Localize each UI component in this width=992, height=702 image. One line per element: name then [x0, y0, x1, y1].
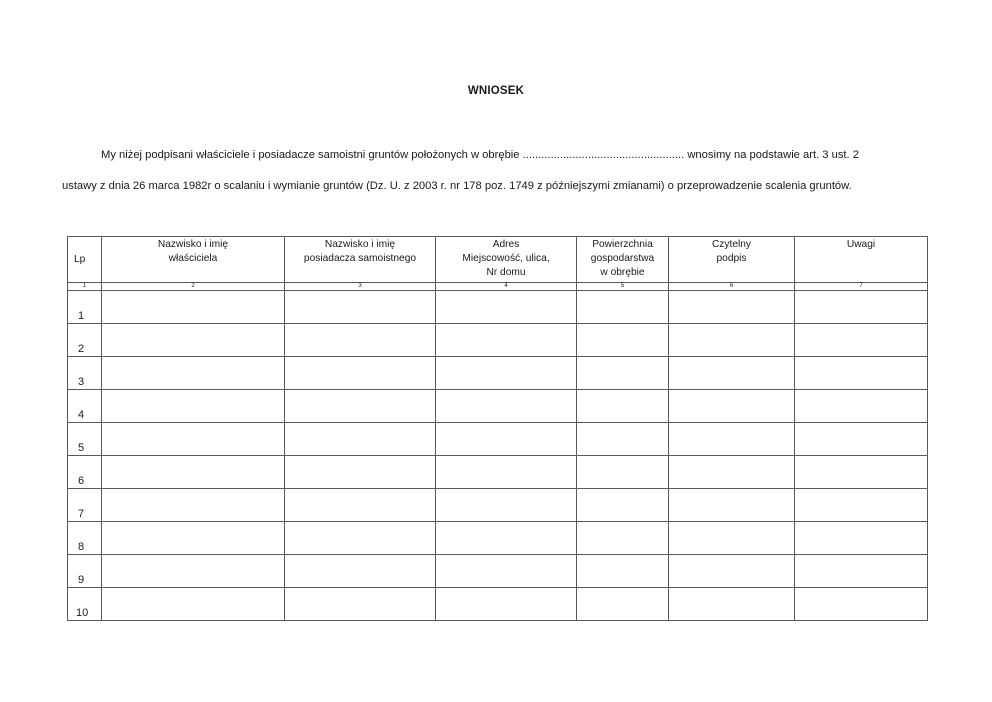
- notes-cell[interactable]: [795, 324, 928, 357]
- address-cell[interactable]: [436, 291, 577, 324]
- column-number-row: [68, 283, 928, 291]
- address-cell[interactable]: [436, 522, 577, 555]
- owner-name-cell[interactable]: [102, 489, 285, 522]
- signature-cell[interactable]: [669, 390, 795, 423]
- owner-name-cell[interactable]: [102, 423, 285, 456]
- column-number: 6: [669, 283, 795, 291]
- row-number: 8: [68, 522, 102, 555]
- header-notes-line1: Uwagi: [846, 239, 876, 250]
- area-cell[interactable]: [577, 456, 669, 489]
- table-row: [68, 357, 928, 390]
- table-row: [68, 555, 928, 588]
- signature-cell[interactable]: [669, 324, 795, 357]
- notes-cell[interactable]: [795, 588, 928, 621]
- signature-cell[interactable]: [669, 456, 795, 489]
- address-cell[interactable]: [436, 555, 577, 588]
- possessor-name-cell[interactable]: [285, 456, 436, 489]
- document-title: WNIOSEK: [467, 85, 525, 97]
- header-address-line3: Nr domu: [486, 267, 526, 278]
- signature-cell[interactable]: [669, 555, 795, 588]
- table-row: [68, 291, 928, 324]
- header-signature-line2: podpis: [716, 253, 747, 264]
- signature-cell[interactable]: [669, 291, 795, 324]
- row-number: 4: [68, 390, 102, 423]
- area-cell[interactable]: [577, 489, 669, 522]
- area-cell[interactable]: [577, 324, 669, 357]
- owner-name-cell[interactable]: [102, 555, 285, 588]
- address-cell[interactable]: [436, 456, 577, 489]
- header-area-line2: gospodarstwa: [590, 253, 655, 264]
- header-area-line3: w obrębie: [600, 267, 645, 278]
- table-row: [68, 522, 928, 555]
- possessor-name-cell[interactable]: [285, 423, 436, 456]
- owner-name-cell[interactable]: [102, 390, 285, 423]
- header-lp-label: Lp: [74, 254, 86, 265]
- area-cell[interactable]: [577, 522, 669, 555]
- row-number: 5: [68, 423, 102, 456]
- row-number: 3: [68, 357, 102, 390]
- header-address-line1: Adres: [492, 239, 520, 250]
- possessor-name-cell[interactable]: [285, 489, 436, 522]
- address-cell[interactable]: [436, 357, 577, 390]
- notes-cell[interactable]: [795, 522, 928, 555]
- column-number: 1: [68, 283, 102, 291]
- header-possessor-name-line2: posiadacza samoistnego: [303, 253, 417, 264]
- row-number: 1: [68, 291, 102, 324]
- signature-cell[interactable]: [669, 588, 795, 621]
- signature-cell[interactable]: [669, 423, 795, 456]
- area-cell[interactable]: [577, 423, 669, 456]
- column-number: 7: [795, 283, 928, 291]
- table-row: [68, 456, 928, 489]
- address-cell[interactable]: [436, 489, 577, 522]
- area-cell[interactable]: [577, 291, 669, 324]
- address-cell[interactable]: [436, 390, 577, 423]
- owner-name-cell[interactable]: [102, 456, 285, 489]
- notes-cell[interactable]: [795, 456, 928, 489]
- column-number: 3: [285, 283, 436, 291]
- owner-name-cell[interactable]: [102, 357, 285, 390]
- table-row: [68, 324, 928, 357]
- header-signature-line1: Czytelny: [711, 239, 752, 250]
- possessor-name-cell[interactable]: [285, 588, 436, 621]
- row-number: 2: [68, 324, 102, 357]
- header-row: [68, 237, 928, 283]
- notes-cell[interactable]: [795, 489, 928, 522]
- table-row: [68, 489, 928, 522]
- header-possessor-name-line1: Nazwisko i imię: [324, 239, 396, 250]
- header-address-line2: Miejscowość, ulica,: [462, 253, 550, 264]
- possessor-name-cell[interactable]: [285, 522, 436, 555]
- signature-cell[interactable]: [669, 522, 795, 555]
- table-body: [68, 291, 928, 621]
- address-cell[interactable]: [436, 588, 577, 621]
- possessor-name-cell[interactable]: [285, 291, 436, 324]
- row-number: 9: [68, 555, 102, 588]
- intro-text-line-1: My niżej podpisani właściciele i posiadacze samoistni gruntów położonych w obrębie .................................................... wnosimy na podstawie art. 3 ust. 2: [101, 149, 859, 161]
- possessor-name-cell[interactable]: [285, 555, 436, 588]
- possessor-name-cell[interactable]: [285, 390, 436, 423]
- area-cell[interactable]: [577, 555, 669, 588]
- signature-cell[interactable]: [669, 357, 795, 390]
- address-cell[interactable]: [436, 423, 577, 456]
- header-signature: [669, 237, 795, 283]
- notes-cell[interactable]: [795, 390, 928, 423]
- address-cell[interactable]: [436, 324, 577, 357]
- table-row: [68, 423, 928, 456]
- header-area: [577, 237, 669, 283]
- area-cell[interactable]: [577, 588, 669, 621]
- possessor-name-cell[interactable]: [285, 324, 436, 357]
- notes-cell[interactable]: [795, 357, 928, 390]
- signatures-table: [67, 236, 928, 621]
- column-number: 2: [102, 283, 285, 291]
- header-area-line1: Powierzchnia: [592, 239, 653, 250]
- area-cell[interactable]: [577, 357, 669, 390]
- notes-cell[interactable]: [795, 423, 928, 456]
- intro-text-line-2: ustawy z dnia 26 marca 1982r o scalaniu i wymianie gruntów (Dz. U. z 2003 r. nr 178 poz. 1749 z późniejszymi zmianami) o przeprowadzenie scalenia gruntów.: [62, 180, 852, 192]
- header-notes: [795, 237, 928, 283]
- owner-name-cell[interactable]: [102, 588, 285, 621]
- header-address: [436, 237, 577, 283]
- header-possessor-name: [285, 237, 436, 283]
- owner-name-cell[interactable]: [102, 291, 285, 324]
- header-owner-name: [102, 237, 285, 283]
- row-number: 10: [68, 588, 102, 621]
- possessor-name-cell[interactable]: [285, 357, 436, 390]
- table-row: [68, 390, 928, 423]
- row-number: 6: [68, 456, 102, 489]
- header-lp: [68, 237, 102, 283]
- column-number: 4: [436, 283, 577, 291]
- area-cell[interactable]: [577, 390, 669, 423]
- header-owner-name-line2: właściciela: [168, 253, 218, 264]
- signature-cell[interactable]: [669, 489, 795, 522]
- owner-name-cell[interactable]: [102, 324, 285, 357]
- header-owner-name-line1: Nazwisko i imię: [157, 239, 229, 250]
- notes-cell[interactable]: [795, 555, 928, 588]
- row-number: 7: [68, 489, 102, 522]
- table-row: [68, 588, 928, 621]
- notes-cell[interactable]: [795, 291, 928, 324]
- column-number: 5: [577, 283, 669, 291]
- owner-name-cell[interactable]: [102, 522, 285, 555]
